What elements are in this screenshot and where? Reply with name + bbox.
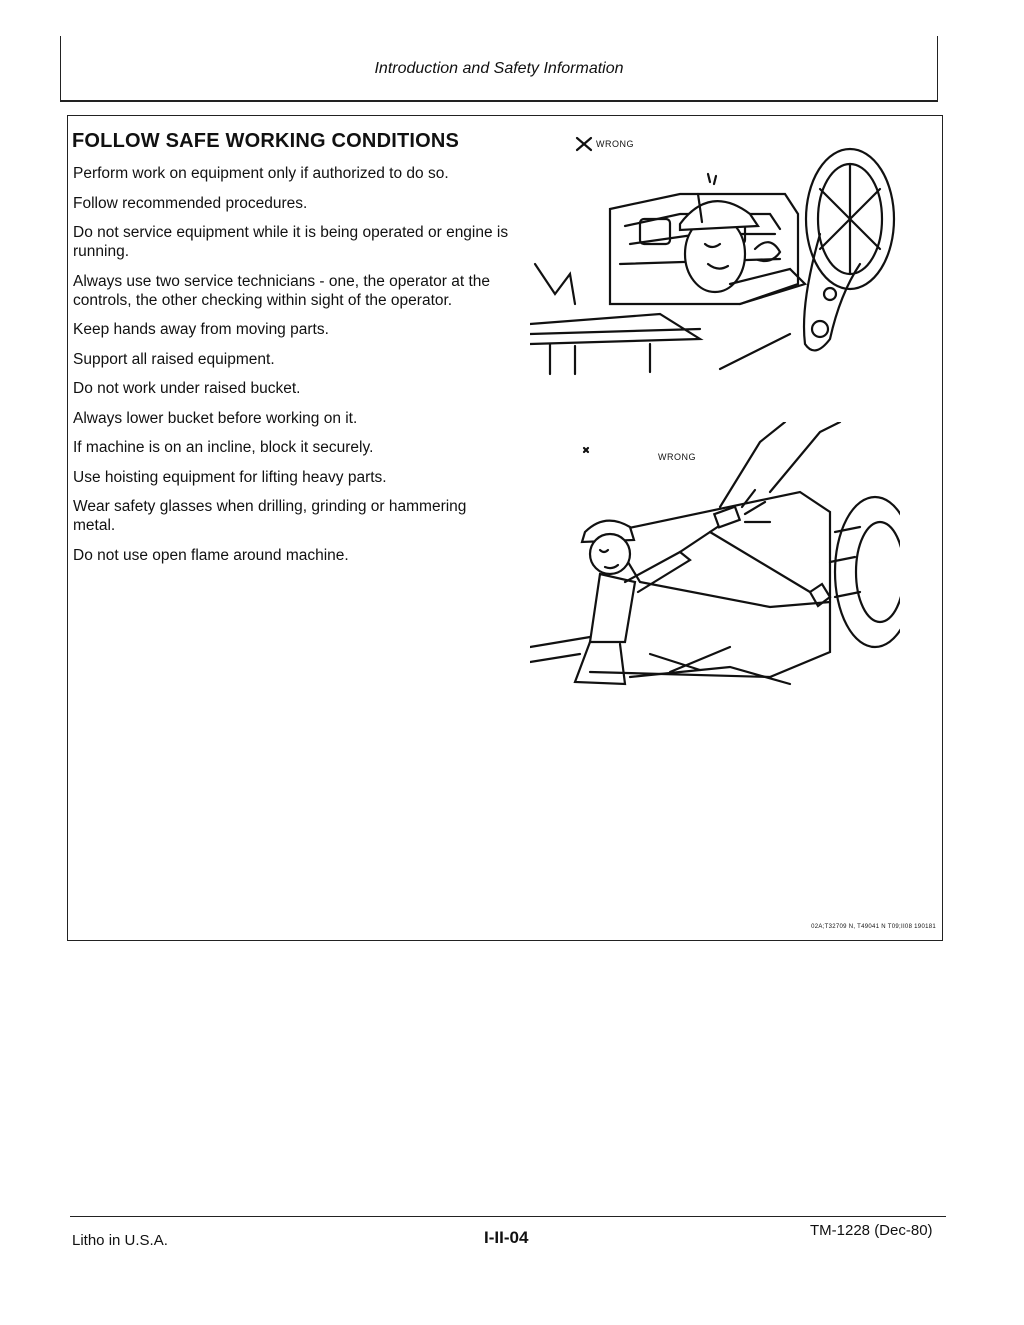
footer-divider — [70, 1216, 946, 1217]
figure-ref-code: 02A;T32709 N, T49041 N T09;II08 190181 — [811, 924, 936, 930]
list-item: Keep hands away from moving parts. — [73, 321, 329, 338]
list-item: Always lower bucket before working on it. — [73, 409, 358, 427]
safety-panel — [67, 115, 943, 941]
hammering-illustration — [530, 422, 900, 694]
footer-printer: Litho in U.S.A. — [72, 1232, 168, 1249]
list-item: Follow recommended procedures. — [73, 194, 308, 212]
page-header — [60, 36, 938, 102]
list-item: If machine is on an incline, block it securely. — [73, 439, 374, 456]
list-item: Always use two service technicians - one, the operator at the controls, the other checking within sight of the operator. — [73, 272, 490, 309]
list-item: Use hoisting equipment for lifting heavy parts. — [73, 468, 387, 486]
page-number: I-II-04 — [484, 1228, 529, 1247]
header-title: Introduction and Safety Information — [374, 60, 624, 77]
manual-id: TM-1228 (Dec-80) — [810, 1222, 933, 1239]
list-item: Do not service equipment while it is being operated or engine is running. — [73, 224, 509, 260]
section-title: FOLLOW SAFE WORKING CONDITIONS — [72, 130, 460, 152]
list-item: Wear safety glasses when drilling, grinding or hammering metal. — [73, 498, 467, 534]
engine-illustration — [530, 134, 900, 382]
illustration-wrong-hammering — [530, 422, 900, 694]
list-item: Perform work on equipment only if authorized to do so. — [73, 165, 449, 182]
illustration-wrong-engine — [530, 134, 900, 382]
list-item: Do not use open flame around machine. — [73, 546, 349, 564]
figure-top-label: WRONG — [596, 139, 634, 149]
rules-list — [73, 164, 509, 575]
list-item: Support all raised equipment. — [73, 350, 275, 368]
list-item: Do not work under raised bucket. — [73, 380, 301, 397]
figure-bottom-label: WRONG — [658, 452, 696, 462]
